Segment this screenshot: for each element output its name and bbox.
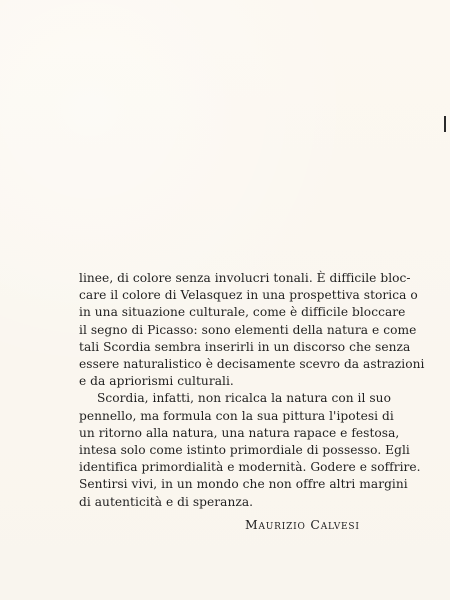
- paragraph-2-line-2: [79, 408, 394, 425]
- text-line: in una situazione culturale, come è difficile bloccare: [79, 305, 406, 320]
- text-line: identifica primordialità e modernità. Godere e soffrire.: [79, 460, 421, 475]
- text-line: tali Scordia sembra inserirli in un discorso che senza: [79, 339, 411, 354]
- text-line: un ritorno alla natura, una natura rapace e festosa,: [79, 425, 400, 440]
- text-line: e da apriorismi culturali.: [79, 374, 234, 389]
- text-line: Scordia, infatti, non ricalca la natura con il suo: [97, 391, 391, 406]
- paragraph-2-line-7: [79, 494, 390, 511]
- text-line: di autenticità e di speranza.: [79, 494, 254, 509]
- text-line: linee, di colore senza involucri tonali. È difficile bloc-: [79, 271, 411, 285]
- text-line: il segno di Picasso: sono elementi della natura e come: [79, 322, 417, 337]
- page-edge-mark: [444, 116, 446, 132]
- paragraph-1-line-5: [79, 339, 411, 356]
- paragraph-2-line-5: [79, 459, 421, 476]
- text-line: essere naturalistico è decisamente scevro da astrazioni: [79, 357, 425, 372]
- text-line: care il colore di Velasquez in una prospettiva storica o: [79, 288, 418, 303]
- paragraph-1-line-7: [79, 373, 390, 390]
- paragraph-2-line-1: [79, 390, 390, 407]
- paragraph-1-line-3: [79, 304, 406, 321]
- text-line: pennello, ma formula con la sua pittura l'ipotesi di: [79, 408, 394, 423]
- paragraph-2-line-6: [79, 476, 408, 493]
- author-signature: Maurizio Calvesi: [245, 517, 360, 532]
- paragraph-1-line-1: [79, 270, 411, 287]
- paragraph-2-line-3: [79, 425, 400, 442]
- paragraph-2-line-4: [79, 442, 410, 459]
- paragraph-1-line-2: [79, 287, 418, 304]
- text-line: intesa solo come istinto primordiale di possesso. Egli: [79, 443, 410, 458]
- text-line: Sentirsi vivi, in un mondo che non offre altri margini: [79, 477, 408, 492]
- paragraph-1-line-6: [79, 356, 425, 373]
- paragraph-1-line-4: [79, 322, 417, 339]
- body-text: [79, 270, 425, 511]
